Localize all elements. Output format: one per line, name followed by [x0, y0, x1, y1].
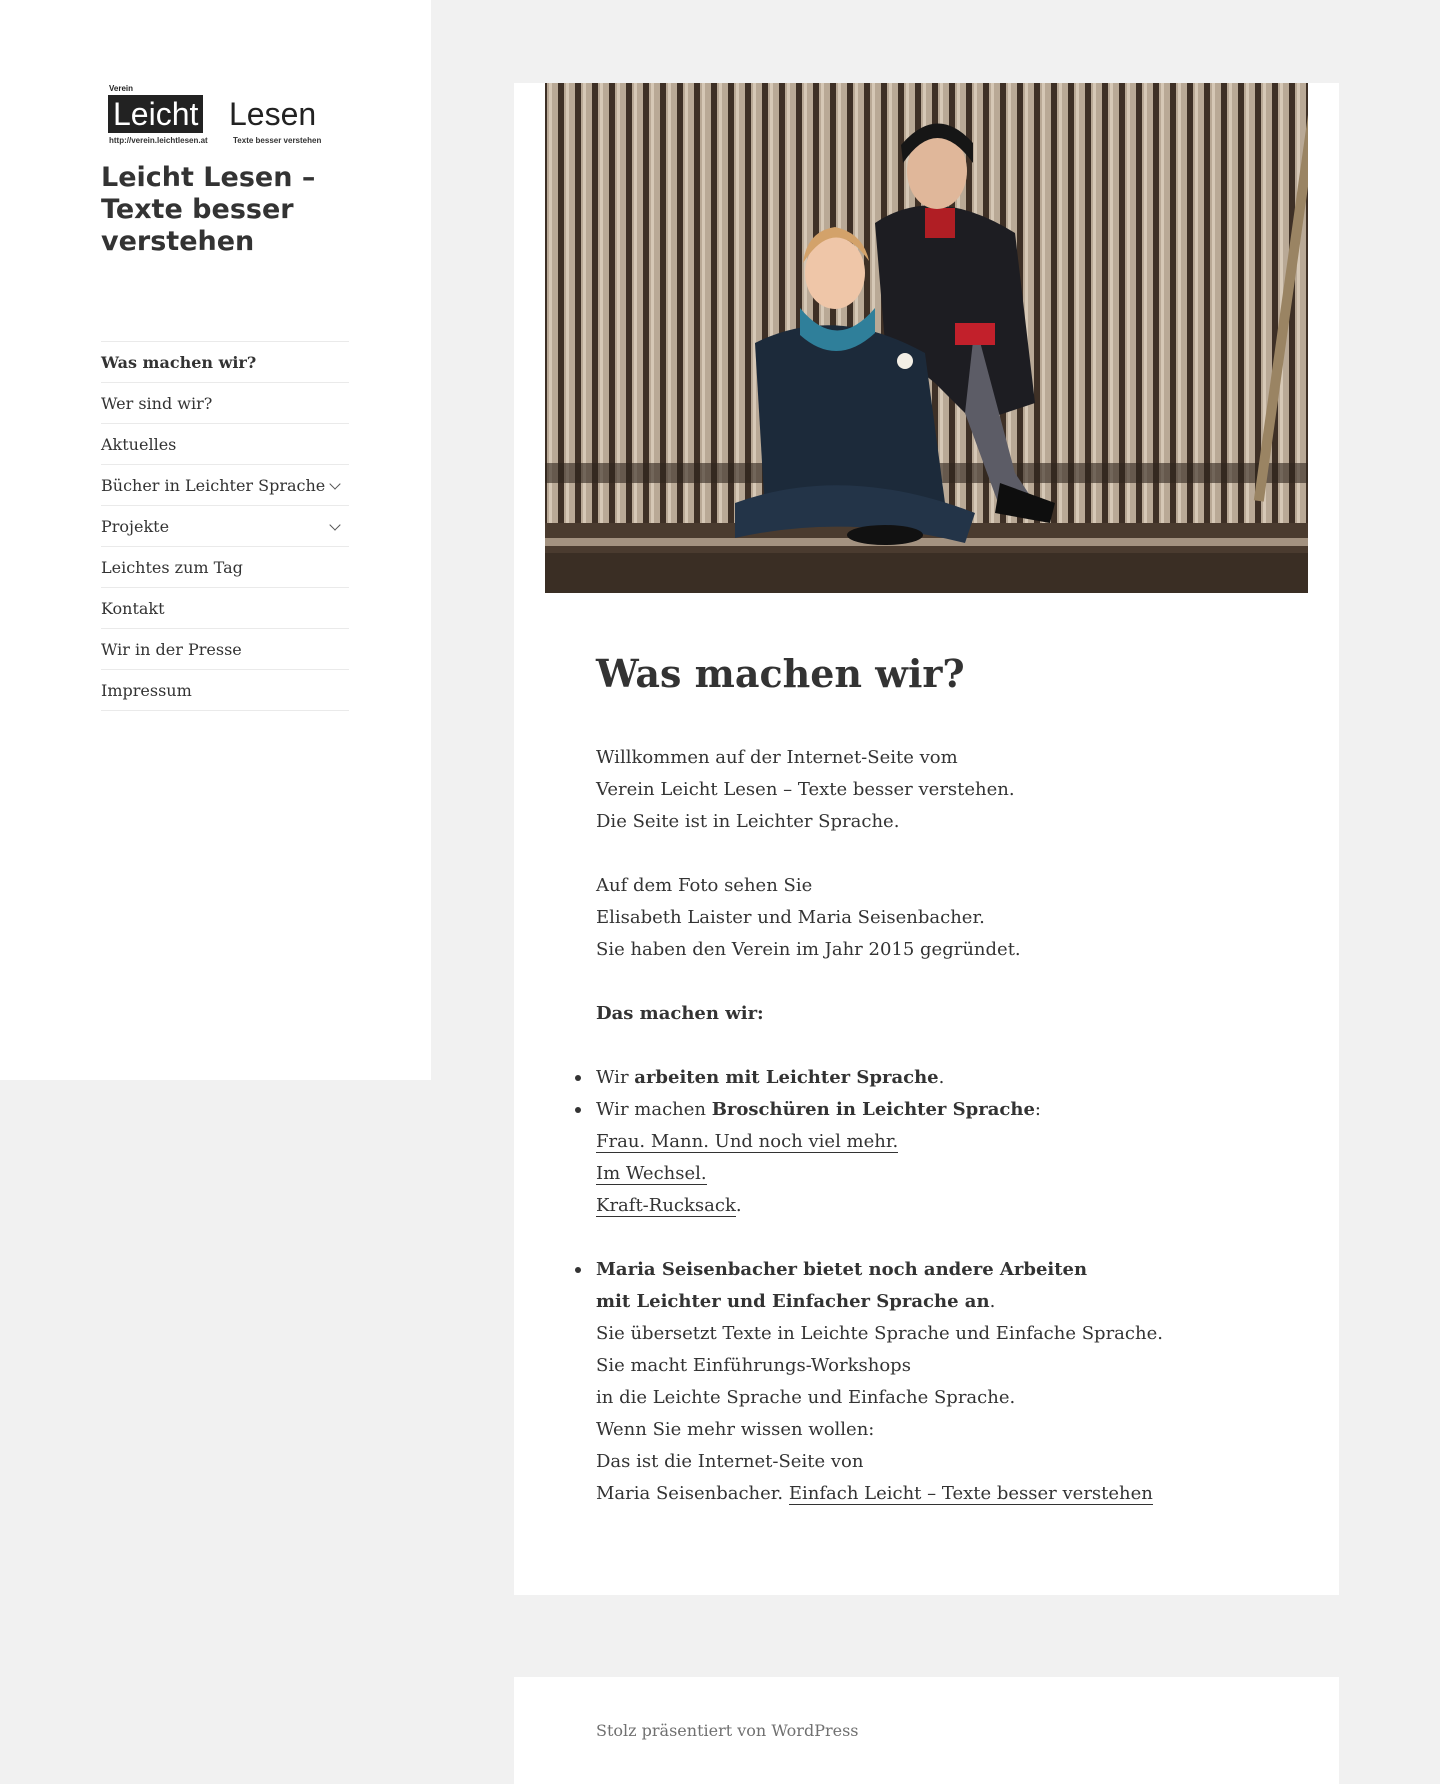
- brochure-link-frau-mann[interactable]: Frau. Mann. Und noch viel mehr.: [596, 1131, 899, 1152]
- nav-item-projekte[interactable]: [101, 506, 349, 547]
- list-line: in die Leichte Sprache und Einfache Sprache.: [596, 1387, 1016, 1408]
- list-bold-text: mit Leichter und Einfacher Sprache an: [596, 1291, 990, 1312]
- site-footer: [514, 1677, 1339, 1784]
- nav-item-presse[interactable]: [101, 629, 349, 670]
- nav-item-label: Kontakt: [101, 599, 165, 618]
- nav-item-label: Aktuelles: [101, 435, 177, 454]
- post-card: [514, 83, 1339, 1595]
- list-line: Sie übersetzt Texte in Leichte Sprache und Einfache Sprache.: [596, 1323, 1163, 1344]
- featured-photo: [545, 83, 1308, 593]
- site-logo[interactable]: [101, 81, 341, 151]
- nav-item-wer-sind-wir[interactable]: [101, 383, 349, 424]
- wordpress-credit-link[interactable]: Stolz präsentiert von WordPress: [596, 1721, 859, 1740]
- post-title: Was machen wir?: [596, 651, 965, 696]
- list-line: Sie macht Einführungs-Workshops: [596, 1355, 911, 1376]
- photo-paragraph: [596, 870, 1236, 966]
- nav-item-label: Impressum: [101, 681, 192, 700]
- sidebar: [0, 0, 431, 1080]
- photo-line: Auf dem Foto sehen Sie: [596, 875, 813, 896]
- section-heading: [596, 998, 1236, 1030]
- list-text: .: [735, 1195, 742, 1216]
- intro-line: Verein Leicht Lesen – Texte besser verstehen.: [596, 779, 1015, 800]
- logo-tagline-text: Texte besser verstehen: [233, 136, 322, 145]
- logo-lesen-word: Lesen: [229, 96, 317, 132]
- list-bold-text: Maria Seisenbacher bietet noch andere Arbeiten: [596, 1259, 1088, 1280]
- list-bold-text: arbeiten mit Leichter Sprache: [634, 1067, 939, 1088]
- activity-list: [596, 1062, 1236, 1510]
- intro-line: Die Seite ist in Leichter Sprache.: [596, 811, 900, 832]
- site-title[interactable]: Leicht Lesen – Texte besser verstehen: [101, 162, 316, 257]
- photo-line: Sie haben den Verein im Jahr 2015 gegründet.: [596, 939, 1021, 960]
- list-line: Das ist die Internet-Seite von: [596, 1451, 864, 1472]
- logo-verein-text: Verein: [109, 84, 134, 93]
- nav-item-label: Bücher in Leichter Sprache: [101, 476, 326, 495]
- intro-paragraph: [596, 742, 1236, 838]
- brochure-link-im-wechsel[interactable]: Im Wechsel.: [596, 1163, 707, 1184]
- list-bold-text: Broschüren in Leichter Sprache: [711, 1099, 1035, 1120]
- chevron-down-icon[interactable]: [329, 519, 340, 530]
- list-text: .: [989, 1291, 996, 1312]
- logo-url-text: http://verein.leichtlesen.at: [109, 136, 208, 145]
- nav-item-impressum[interactable]: [101, 670, 349, 711]
- chevron-down-icon[interactable]: [329, 478, 340, 489]
- list-text: :: [1034, 1099, 1041, 1120]
- list-text: Maria Seisenbacher.: [596, 1483, 789, 1504]
- photo-illustration: [545, 83, 1308, 593]
- nav-item-label: Projekte: [101, 517, 170, 536]
- brochure-link-kraft-rucksack[interactable]: Kraft-Rucksack: [596, 1195, 736, 1216]
- logo-leicht-word: Leicht: [108, 95, 203, 133]
- einfach-leicht-link[interactable]: Einfach Leicht – Texte besser verstehen: [788, 1483, 1153, 1504]
- main-navigation: [101, 341, 349, 711]
- nav-item-leichtes-zum-tag[interactable]: [101, 547, 349, 588]
- nav-item-buecher[interactable]: [101, 465, 349, 506]
- section-heading-text: Das machen wir:: [596, 1003, 764, 1024]
- nav-item-label: Wir in der Presse: [101, 640, 242, 659]
- photo-line: Elisabeth Laister und Maria Seisenbacher.: [596, 907, 985, 928]
- post-content: [596, 643, 1236, 1510]
- nav-item-aktuelles[interactable]: [101, 424, 349, 465]
- nav-item-was-machen-wir[interactable]: [101, 342, 349, 383]
- list-item: [596, 1094, 1236, 1222]
- list-line: Wenn Sie mehr wissen wollen:: [596, 1419, 875, 1440]
- list-text: .: [938, 1067, 945, 1088]
- nav-item-label: Was machen wir?: [101, 353, 257, 372]
- nav-item-kontakt[interactable]: [101, 588, 349, 629]
- intro-line: Willkommen auf der Internet-Seite vom: [596, 747, 958, 768]
- list-item: [596, 1254, 1236, 1510]
- list-item: [596, 1062, 1236, 1094]
- nav-item-label: Wer sind wir?: [101, 394, 213, 413]
- nav-item-label: Leichtes zum Tag: [101, 558, 243, 577]
- list-text: Wir machen: [596, 1099, 712, 1120]
- list-text: Wir: [596, 1067, 635, 1088]
